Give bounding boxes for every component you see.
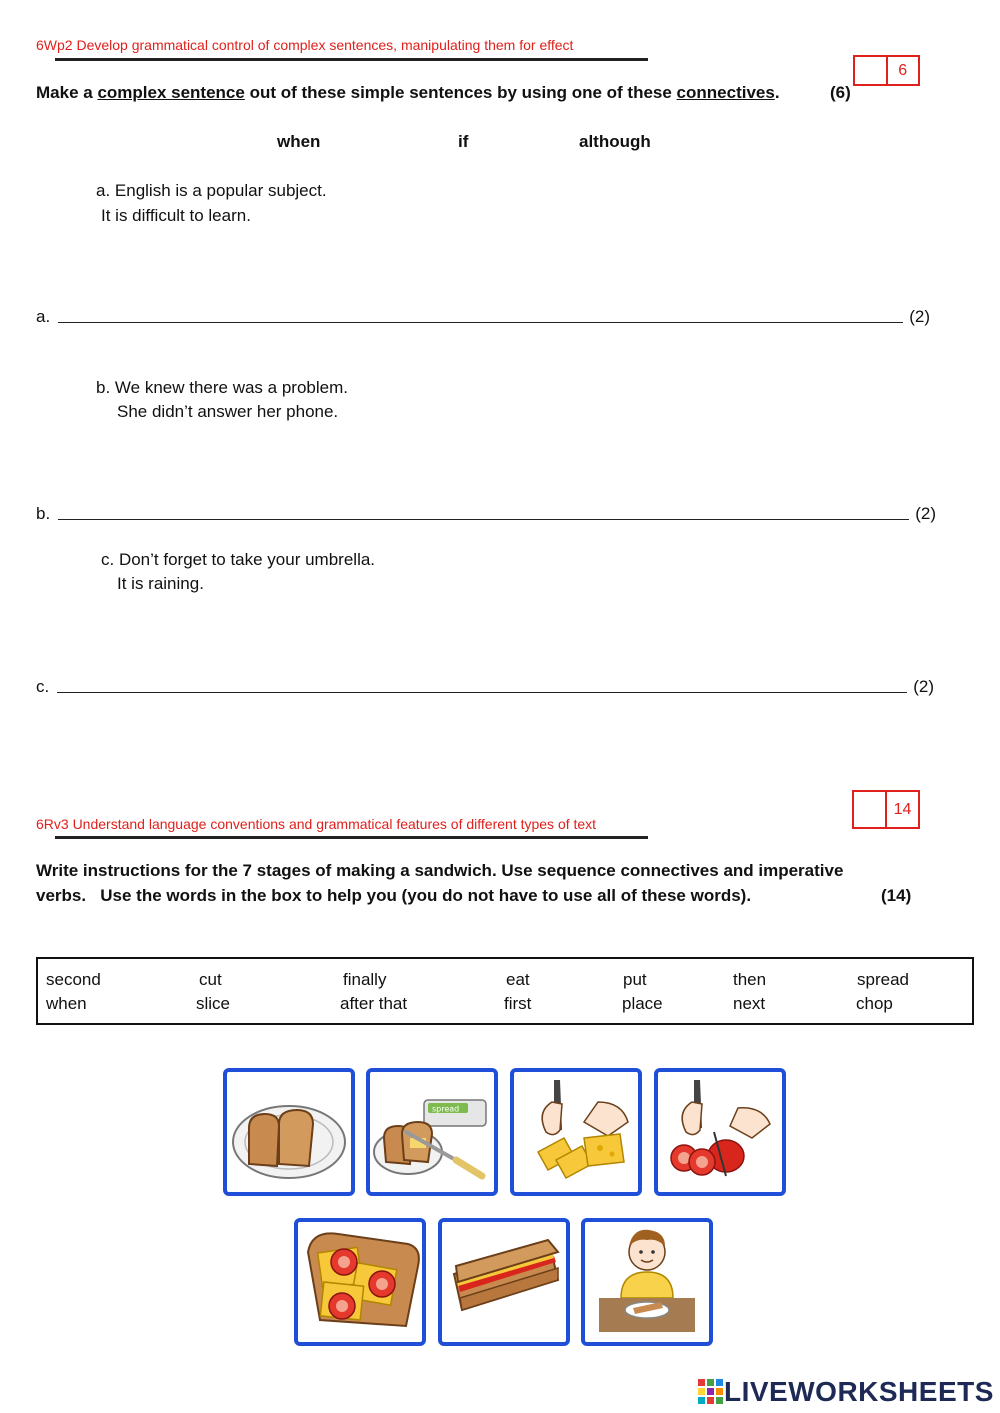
answer-row-c [36, 673, 934, 697]
card-cutting-cheese[interactable] [510, 1068, 642, 1196]
cut-cheese-icon [514, 1072, 638, 1192]
word-chop: chop [856, 994, 893, 1013]
objective-underline [55, 58, 648, 61]
mark-box-section2 [852, 790, 920, 829]
word-finally: finally [343, 970, 387, 989]
question-c-line1: c. Don’t forget to take your umbrella. [101, 550, 376, 569]
word-place: place [622, 994, 663, 1013]
question-a-line1: a. English is a popular subject. [96, 181, 327, 200]
card-chopping-tomato[interactable] [654, 1068, 786, 1196]
liveworksheets-logo [698, 1376, 994, 1408]
word-cut: cut [199, 970, 222, 989]
mark-box-total: 14 [885, 792, 918, 827]
word-after-that: after that [340, 994, 408, 1013]
card-child-eating-sandwich[interactable] [581, 1218, 713, 1346]
answer-row-a [36, 303, 930, 327]
section2-marks: (14) [881, 886, 912, 905]
section2-instruction-line2: verbs. Use the words in the box to help you (you do not have to use all of these words). [36, 886, 752, 905]
answer-label-a: a. [36, 307, 51, 326]
mark-box-empty-cell [855, 57, 886, 84]
answer-marks-a: (2) [909, 307, 930, 326]
connective-although: although [579, 132, 651, 151]
word-next: next [733, 994, 766, 1013]
child-eating-icon [585, 1222, 709, 1342]
bread-plate-icon [227, 1072, 351, 1192]
section1-instruction: Make a complex sentence out of these simple sentences by using one of these connectives. [36, 83, 780, 102]
card-spreading-butter[interactable] [366, 1068, 498, 1196]
word-when: when [46, 994, 87, 1013]
card-finished-sandwich[interactable] [438, 1218, 570, 1346]
mark-box-section1 [853, 55, 920, 86]
term-connectives: connectives [676, 83, 775, 102]
answer-line-c[interactable] [57, 691, 907, 693]
liveworksheets-logo-icon [698, 1379, 724, 1405]
section2-instruction-line1: Write instructions for the 7 stages of making a sandwich. Use sequence connectives and imperative [36, 861, 844, 880]
answer-row-b [36, 500, 936, 524]
word-then: then [733, 970, 767, 989]
word-box [36, 957, 974, 1025]
word-first: first [504, 994, 532, 1013]
spread-butter-icon [370, 1072, 494, 1192]
answer-line-a[interactable] [58, 321, 903, 323]
question-a-line2: It is difficult to learn. [101, 206, 251, 225]
objective-underline [55, 836, 648, 839]
objective-6wp2: 6Wp2 Develop grammatical control of complex sentences, manipulating them for effect [36, 37, 574, 53]
question-c-line2: It is raining. [117, 574, 204, 593]
sandwich-icon [442, 1222, 566, 1342]
connective-when: when [277, 132, 321, 151]
answer-marks-c: (2) [913, 677, 934, 696]
answer-line-b[interactable] [58, 518, 909, 520]
objective-6rv3: 6Rv3 Understand language conventions and grammatical features of different types of text [36, 816, 597, 832]
question-b-line2: She didn’t answer her phone. [117, 402, 339, 421]
bread-with-cheese-tomato-icon [298, 1222, 422, 1342]
word-slice: slice [196, 994, 231, 1013]
answer-label-c: c. [36, 677, 50, 696]
spread-tub-label: spread [432, 1104, 460, 1114]
answer-label-b: b. [36, 504, 51, 523]
chop-tomato-icon [658, 1072, 782, 1192]
answer-marks-b: (2) [915, 504, 936, 523]
word-put: put [623, 970, 647, 989]
mark-box-total: 6 [886, 57, 919, 84]
mark-box-empty-cell [854, 792, 885, 827]
question-b-line1: b. We knew there was a problem. [96, 378, 348, 397]
word-second: second [46, 970, 101, 989]
card-bread-slices-on-plate[interactable] [223, 1068, 355, 1196]
term-complex-sentence: complex sentence [97, 83, 245, 102]
word-eat: eat [506, 970, 530, 989]
liveworksheets-logo-text: LIVEWORKSHEETS [724, 1376, 994, 1407]
word-spread: spread [857, 970, 909, 989]
section1-marks: (6) [830, 83, 851, 102]
card-cheese-and-tomato-on-bread[interactable] [294, 1218, 426, 1346]
connective-if: if [458, 132, 469, 151]
